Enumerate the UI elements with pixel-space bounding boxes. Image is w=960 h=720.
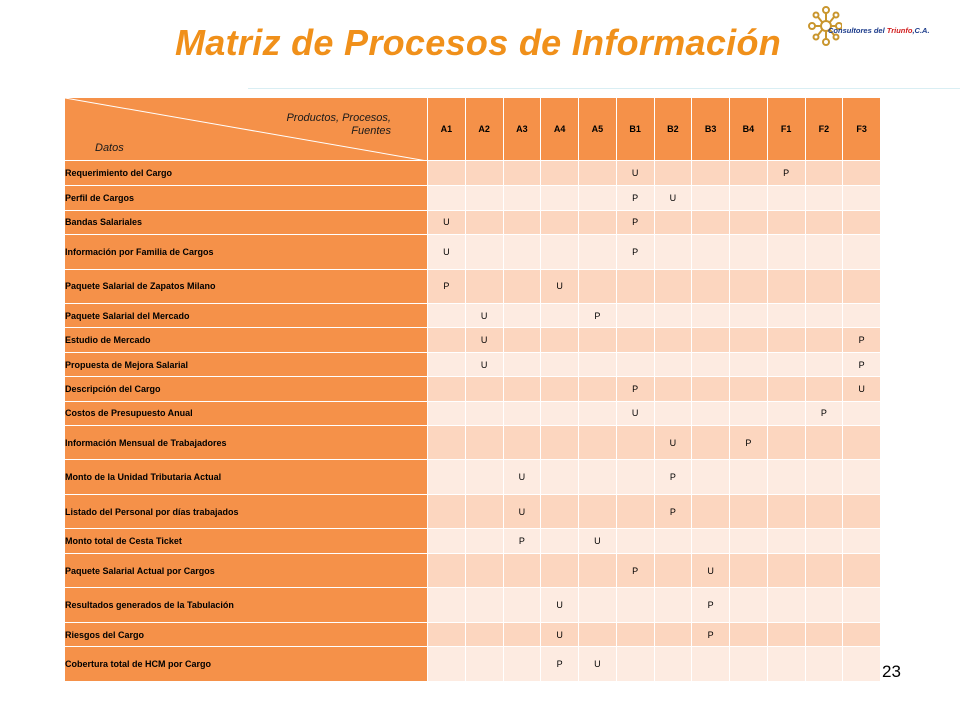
matrix-cell: P xyxy=(616,235,654,270)
matrix-cell xyxy=(767,460,805,495)
matrix-cell xyxy=(767,425,805,460)
matrix-cell: U xyxy=(692,553,730,588)
matrix-cell xyxy=(465,269,503,304)
matrix-cell xyxy=(541,352,579,376)
matrix-cell xyxy=(730,588,768,623)
matrix-cell xyxy=(579,553,617,588)
matrix-cell xyxy=(579,588,617,623)
matrix-cell xyxy=(843,269,881,304)
matrix-cell xyxy=(428,529,466,553)
matrix-cell xyxy=(428,588,466,623)
matrix-cell: U xyxy=(503,460,541,495)
matrix-cell xyxy=(692,161,730,186)
matrix-cell xyxy=(541,210,579,234)
matrix-cell xyxy=(465,588,503,623)
table-row xyxy=(65,460,881,495)
matrix-cell xyxy=(805,529,843,553)
table-row xyxy=(65,401,881,425)
matrix-cell xyxy=(805,425,843,460)
matrix-cell: U xyxy=(654,186,692,210)
matrix-cell xyxy=(767,269,805,304)
column-header: A2 xyxy=(465,98,503,161)
matrix-cell xyxy=(541,529,579,553)
matrix-cell xyxy=(730,186,768,210)
matrix-cell xyxy=(805,186,843,210)
matrix-cell xyxy=(767,647,805,682)
matrix-cell xyxy=(692,328,730,352)
matrix-cell xyxy=(616,304,654,328)
matrix-cell: P xyxy=(805,401,843,425)
matrix-cell xyxy=(428,647,466,682)
matrix-cell xyxy=(428,622,466,646)
matrix-cell xyxy=(843,460,881,495)
matrix-cell: U xyxy=(654,425,692,460)
matrix-cell xyxy=(805,622,843,646)
matrix-cell xyxy=(654,235,692,270)
matrix-cell: P xyxy=(616,553,654,588)
matrix-cell: U xyxy=(616,401,654,425)
matrix-cell xyxy=(541,377,579,401)
matrix-cell xyxy=(541,186,579,210)
matrix-cell xyxy=(428,425,466,460)
matrix-cell xyxy=(541,235,579,270)
matrix-cell xyxy=(805,328,843,352)
matrix-cell xyxy=(428,494,466,529)
matrix-cell xyxy=(805,553,843,588)
matrix-cell xyxy=(428,186,466,210)
row-label: Riesgos del Cargo xyxy=(65,622,428,646)
row-label: Monto de la Unidad Tributaria Actual xyxy=(65,460,428,495)
row-label: Listado del Personal por días trabajados xyxy=(65,494,428,529)
company-logo xyxy=(802,0,960,52)
matrix-cell xyxy=(730,647,768,682)
matrix-cell xyxy=(541,553,579,588)
matrix-cell xyxy=(541,401,579,425)
table-row xyxy=(65,304,881,328)
matrix-cell: P xyxy=(616,210,654,234)
matrix-cell xyxy=(465,377,503,401)
matrix-cell xyxy=(654,352,692,376)
matrix-cell xyxy=(692,235,730,270)
matrix-cell: U xyxy=(541,269,579,304)
matrix-cell xyxy=(465,460,503,495)
table-row xyxy=(65,210,881,234)
matrix-cell: U xyxy=(616,161,654,186)
matrix-cell: U xyxy=(541,622,579,646)
matrix-cell xyxy=(843,588,881,623)
matrix-cell xyxy=(692,425,730,460)
matrix-cell: P xyxy=(767,161,805,186)
page-title: Matriz de Procesos de Información xyxy=(175,22,782,63)
matrix-cell xyxy=(616,622,654,646)
matrix-cell xyxy=(465,622,503,646)
matrix-cell xyxy=(654,553,692,588)
matrix-cell xyxy=(503,622,541,646)
row-label: Monto total de Cesta Ticket xyxy=(65,529,428,553)
matrix-cell xyxy=(843,494,881,529)
table-row xyxy=(65,529,881,553)
matrix-cell xyxy=(805,377,843,401)
matrix-cell xyxy=(503,235,541,270)
matrix-cell xyxy=(654,328,692,352)
matrix-cell xyxy=(616,529,654,553)
matrix-cell xyxy=(579,269,617,304)
matrix-cell xyxy=(654,161,692,186)
matrix-cell xyxy=(465,647,503,682)
matrix-cell xyxy=(616,494,654,529)
matrix-cell xyxy=(616,588,654,623)
matrix-cell xyxy=(805,647,843,682)
matrix-cell: P xyxy=(579,304,617,328)
matrix-cell xyxy=(843,401,881,425)
matrix-cell: P xyxy=(692,622,730,646)
matrix-cell xyxy=(654,647,692,682)
table-row xyxy=(65,235,881,270)
matrix-cell xyxy=(805,269,843,304)
matrix-cell xyxy=(465,425,503,460)
row-label: Paquete Salarial del Mercado xyxy=(65,304,428,328)
matrix-cell xyxy=(579,460,617,495)
matrix-cell xyxy=(767,588,805,623)
matrix-cell: P xyxy=(654,494,692,529)
table-row xyxy=(65,588,881,623)
matrix-cell xyxy=(805,210,843,234)
matrix-cell xyxy=(465,210,503,234)
matrix-cell xyxy=(692,401,730,425)
matrix-cell xyxy=(541,161,579,186)
matrix-cell xyxy=(767,186,805,210)
matrix-cell xyxy=(503,425,541,460)
matrix-cell: P xyxy=(730,425,768,460)
column-header: B4 xyxy=(730,98,768,161)
matrix-cell xyxy=(730,161,768,186)
matrix-cell xyxy=(428,377,466,401)
matrix-cell xyxy=(579,161,617,186)
row-label: Estudio de Mercado xyxy=(65,328,428,352)
matrix-cell xyxy=(767,622,805,646)
matrix-cell xyxy=(616,425,654,460)
table-row xyxy=(65,622,881,646)
table-row xyxy=(65,328,881,352)
decorative-line xyxy=(248,88,960,89)
matrix-cell xyxy=(616,352,654,376)
matrix-cell xyxy=(541,494,579,529)
matrix-cell: U xyxy=(579,647,617,682)
column-header: B1 xyxy=(616,98,654,161)
matrix-cell xyxy=(616,460,654,495)
matrix-cell xyxy=(767,377,805,401)
matrix-cell xyxy=(616,647,654,682)
matrix-cell xyxy=(730,377,768,401)
matrix-cell xyxy=(428,304,466,328)
matrix-cell xyxy=(503,401,541,425)
matrix-cell xyxy=(730,529,768,553)
table-row xyxy=(65,377,881,401)
matrix-cell: P xyxy=(428,269,466,304)
matrix-cell xyxy=(767,210,805,234)
matrix-cell xyxy=(465,494,503,529)
matrix-cell xyxy=(541,425,579,460)
table-row xyxy=(65,425,881,460)
matrix-cell: U xyxy=(465,352,503,376)
matrix-cell xyxy=(692,647,730,682)
matrix-cell xyxy=(616,269,654,304)
row-label: Cobertura total de HCM por Cargo xyxy=(65,647,428,682)
row-label: Requerimiento del Cargo xyxy=(65,161,428,186)
matrix-cell xyxy=(730,553,768,588)
column-header: B2 xyxy=(654,98,692,161)
matrix-cell: U xyxy=(579,529,617,553)
column-header: B3 xyxy=(692,98,730,161)
column-header: A1 xyxy=(428,98,466,161)
matrix-cell xyxy=(692,529,730,553)
matrix-cell xyxy=(503,269,541,304)
table-row xyxy=(65,647,881,682)
matrix-cell: P xyxy=(843,328,881,352)
matrix-cell xyxy=(843,553,881,588)
matrix-cell xyxy=(730,328,768,352)
matrix-cell xyxy=(579,328,617,352)
matrix-cell xyxy=(428,553,466,588)
matrix-cell xyxy=(541,328,579,352)
matrix-cell xyxy=(843,235,881,270)
matrix-cell xyxy=(730,235,768,270)
matrix-cell xyxy=(843,425,881,460)
matrix-cell xyxy=(579,377,617,401)
matrix-cell xyxy=(503,304,541,328)
matrix-cell xyxy=(616,328,654,352)
matrix-cell xyxy=(503,186,541,210)
matrix-cell xyxy=(767,352,805,376)
matrix-cell xyxy=(503,647,541,682)
matrix-cell xyxy=(579,401,617,425)
matrix-cell xyxy=(730,622,768,646)
matrix-cell: U xyxy=(465,304,503,328)
table-row xyxy=(65,494,881,529)
matrix-cell xyxy=(805,304,843,328)
matrix-cell xyxy=(767,494,805,529)
matrix-cell xyxy=(767,553,805,588)
row-label: Paquete Salarial Actual por Cargos xyxy=(65,553,428,588)
matrix-cell xyxy=(692,186,730,210)
matrix-cell xyxy=(654,377,692,401)
matrix-cell xyxy=(541,304,579,328)
header-row xyxy=(65,98,881,161)
page-number: 23 xyxy=(882,662,901,681)
matrix-cell xyxy=(503,328,541,352)
matrix-cell xyxy=(843,304,881,328)
matrix-cell: P xyxy=(616,377,654,401)
matrix-cell xyxy=(692,304,730,328)
row-label: Paquete Salarial de Zapatos Milano xyxy=(65,269,428,304)
matrix-cell xyxy=(579,494,617,529)
column-header: F3 xyxy=(843,98,881,161)
matrix-cell: U xyxy=(465,328,503,352)
row-label: Propuesta de Mejora Salarial xyxy=(65,352,428,376)
matrix-cell xyxy=(579,425,617,460)
matrix-cell xyxy=(805,235,843,270)
matrix-cell: U xyxy=(428,235,466,270)
matrix-cell xyxy=(730,304,768,328)
row-label: Perfil de Cargos xyxy=(65,186,428,210)
matrix-cell xyxy=(730,494,768,529)
matrix-cell xyxy=(654,588,692,623)
row-label: Bandas Salariales xyxy=(65,210,428,234)
matrix-cell xyxy=(843,622,881,646)
table-row xyxy=(65,186,881,210)
table-row xyxy=(65,161,881,186)
matrix-cell: P xyxy=(843,352,881,376)
matrix-cell xyxy=(503,210,541,234)
matrix-cell xyxy=(805,494,843,529)
matrix-cell xyxy=(692,210,730,234)
matrix-cell: P xyxy=(503,529,541,553)
matrix-cell xyxy=(654,304,692,328)
matrix-cell xyxy=(654,401,692,425)
matrix-cell xyxy=(843,529,881,553)
matrix-cell xyxy=(503,352,541,376)
matrix-cell xyxy=(503,588,541,623)
row-label: Información por Familia de Cargos xyxy=(65,235,428,270)
row-label: Costos de Presupuesto Anual xyxy=(65,401,428,425)
matrix-cell xyxy=(465,186,503,210)
table-row xyxy=(65,553,881,588)
matrix-cell xyxy=(767,328,805,352)
matrix-cell xyxy=(465,161,503,186)
matrix-cell xyxy=(428,328,466,352)
row-label: Descripción del Cargo xyxy=(65,377,428,401)
corner-header xyxy=(65,98,428,161)
matrix-cell xyxy=(767,304,805,328)
matrix-cell: U xyxy=(503,494,541,529)
matrix-cell xyxy=(465,235,503,270)
table-row xyxy=(65,269,881,304)
matrix-cell xyxy=(654,622,692,646)
matrix-cell: P xyxy=(692,588,730,623)
matrix-cell xyxy=(579,235,617,270)
matrix-cell xyxy=(579,210,617,234)
corner-label-data: Datos xyxy=(95,142,124,154)
logo-text: Consultores del Triunfo,C.A. xyxy=(828,26,930,35)
matrix-cell xyxy=(843,647,881,682)
matrix-cell xyxy=(843,161,881,186)
matrix-cell xyxy=(541,460,579,495)
table-row xyxy=(65,352,881,376)
matrix-cell xyxy=(843,186,881,210)
matrix-cell xyxy=(692,460,730,495)
column-header: A4 xyxy=(541,98,579,161)
matrix-cell: P xyxy=(654,460,692,495)
matrix-cell xyxy=(843,210,881,234)
matrix-cell xyxy=(503,377,541,401)
matrix-cell xyxy=(767,529,805,553)
matrix-cell xyxy=(692,352,730,376)
matrix-cell xyxy=(730,210,768,234)
column-header: F2 xyxy=(805,98,843,161)
matrix-cell xyxy=(428,401,466,425)
matrix-cell xyxy=(579,186,617,210)
column-header: A5 xyxy=(579,98,617,161)
matrix-cell: U xyxy=(843,377,881,401)
matrix-cell xyxy=(767,401,805,425)
matrix-cell: P xyxy=(541,647,579,682)
matrix-cell xyxy=(730,269,768,304)
matrix-cell xyxy=(503,553,541,588)
matrix-cell xyxy=(692,377,730,401)
matrix-cell xyxy=(730,352,768,376)
matrix-cell xyxy=(805,352,843,376)
column-header: A3 xyxy=(503,98,541,161)
matrix-cell xyxy=(805,588,843,623)
matrix-cell xyxy=(465,529,503,553)
matrix-cell: U xyxy=(541,588,579,623)
row-label: Resultados generados de la Tabulación xyxy=(65,588,428,623)
matrix-cell xyxy=(654,529,692,553)
matrix-cell xyxy=(730,460,768,495)
matrix-cell xyxy=(805,460,843,495)
column-header: F1 xyxy=(767,98,805,161)
matrix-cell xyxy=(692,494,730,529)
matrix-cell xyxy=(465,401,503,425)
matrix-cell xyxy=(465,553,503,588)
matrix-cell xyxy=(428,352,466,376)
row-label: Información Mensual de Trabajadores xyxy=(65,425,428,460)
matrix-cell xyxy=(428,460,466,495)
matrix-cell xyxy=(654,269,692,304)
matrix-cell xyxy=(503,161,541,186)
matrix-cell: P xyxy=(616,186,654,210)
process-matrix-table xyxy=(64,97,881,682)
matrix-cell: U xyxy=(428,210,466,234)
corner-label-products: Productos, Procesos, Fuentes xyxy=(286,112,391,137)
matrix-cell xyxy=(730,401,768,425)
matrix-cell xyxy=(579,622,617,646)
matrix-cell xyxy=(428,161,466,186)
matrix-cell xyxy=(654,210,692,234)
matrix-cell xyxy=(692,269,730,304)
matrix-cell xyxy=(579,352,617,376)
matrix-cell xyxy=(767,235,805,270)
matrix-cell xyxy=(805,161,843,186)
